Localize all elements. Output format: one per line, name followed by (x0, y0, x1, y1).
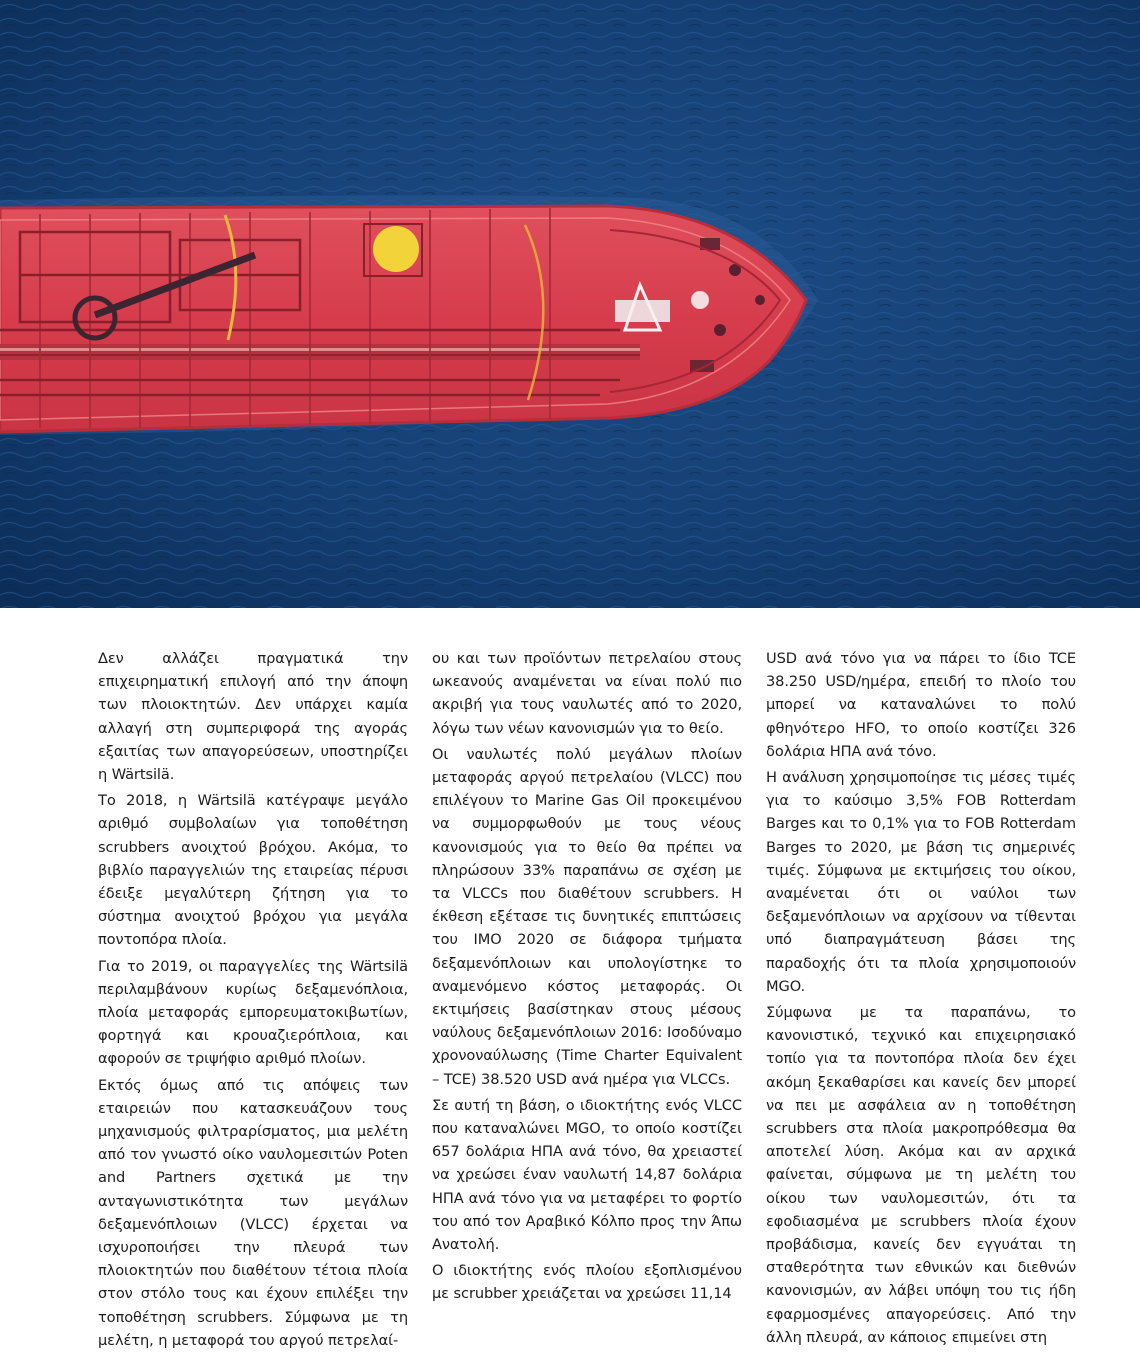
paragraph: Για το 2019, οι παραγγελίες της Wärtsilä περιλαμβάνουν κυρίως δεξαμενόπλοια, πλοία μεταφοράς εμπορευματοκιβωτίων, φορτηγά και κρουαζιερόπλοια, και αφορούν σε τριψήφιο αριθμό πλοίων. (98, 957, 408, 1068)
paragraph: Εκτός όμως από τις απόψεις των εταιρειών που κατασκευάζουν τους μηχανισμούς φιλτραρίσματος, μια μελέτη από τον γνωστό οίκο ναυλομεσιτών Poten and Partners σχετικά με την ανταγωνιστικότητα των μεγάλων δεξαμενόπλοιων (VLCC) έρχεται να ισχυροποιήσει την πλευρά των πλοιοκτητών που διαθέτουν τέτοια πλοία στον στόλο τους και έχουν επιλέξει την τοποθέτηση scrubbers. Σύμφωνα με τη μελέτη, η μεταφορά του αργού πετρελαί- (98, 1076, 408, 1349)
article-body (0, 647, 1140, 1349)
paragraph: ου και των προϊόντων πετρελαίου στους ωκεανούς αναμένεται να είναι πολύ πιο ακριβή για τους ναυλωτές από το 2020, λόγω των νέων κανονισμών για το θείο. (432, 650, 742, 737)
paragraph: Ο ιδιοκτήτης ενός πλοίου εξοπλισμένου με scrubber χρειάζεται να χρεώσει 11,14 (432, 1262, 742, 1303)
yellow-hatch (373, 226, 419, 272)
text-column-3 (766, 647, 1076, 1352)
paragraph: Η ανάλυση χρησιμοποίησε τις μέσες τιμές για το καύσιμο 3,5% FOB Rotterdam Barges και το 0,1% για το FOB Rotterdam Barges το 2020, με βάση τις σημερινές τιμές. Σύμφωνα με εκτιμήσεις του οίκου, αναμένεται ότι οι ναύλοι των δεξαμενόπλοιων να αρχίσουν να τίθενται υπό διαπραγμάτευση βάσει της παραδοχής ότι τα πλοία χρησιμοποιούν MGO. (766, 769, 1076, 995)
text-column-1 (98, 647, 408, 1355)
paragraph: Το 2018, η Wärtsilä κατέγραψε μεγάλο αριθμό συμβολαίων για τοποθέτηση scrubbers ανοιχτού βρόχου. Ακόμα, το βιβλίο παραγγελιών της εταιρείας πέρυσι έδειξε μεγαλύτερη ζήτηση για το σύστημα ανοιχτού βρόχου για μεγάλα ποντοπόρα πλοία. (98, 792, 408, 949)
paragraph: Σύμφωνα με τα παραπάνω, το κανονιστικό, τεχνικό και επιχειρησιακό τοπίο για τα ποντοπόρα πλοία δεν έχει ακόμη ξεκαθαρίσει και κανείς δεν μπορεί να πει με ασφάλεια αν η τοποθέτηση scrubbers στα πλοία μακροπρόθεσμα θα αποτελεί λύση. Ακόμα και αν αρχικά φαίνεται, σύμφωνα με τη μελέτη του οίκου των ναυλομεσιτών, ότι τα εφοδιασμένα με scrubbers πλοία έχουν προβάδισμα, κανείς δεν εγγυάται τη σταθερότητα των εθνικών και διεθνών κανονισμών, αν λάβει υπόψη του τις ήδη εφαρμοσμένες απαγορεύσεις. Από την άλλη πλευρά, αν κάποιος επιμείνει στη (766, 1004, 1076, 1346)
paragraph: Οι ναυλωτές πολύ μεγάλων πλοίων μεταφοράς αργού πετρελαίου (VLCC) που επιλέγουν το Marine Gas Oil προκειμένου να συμμορφωθούν με τους νέους κανονισμούς για το θείο θα πρέπει να πληρώσουν 33% παραπάνω σε σχέση με τα VLCCs που διαθέτουν scrubbers. Η έκθεση εξέτασε τις δυνητικές επιπτώσεις του IMO 2020 σε διάφορα τμήματα δεξαμενόπλοιων και υπολογίστηκε το αναμενόμενο κόστος μεταφοράς. Οι εκτιμήσεις βασίστηκαν στους μέσους ναύλους δεξαμενόπλοιων 2016: Ισοδύναμο χρονοναύλωσης (Time Charter Equivalent – TCE) 38.520 USD ανά ημέρα για VLCCs. (432, 745, 742, 1088)
tanker-ship-aerial-photo (0, 0, 1140, 608)
paragraph: USD ανά τόνο για να πάρει το ίδιο TCE 38.250 USD/ημέρα, επειδή το πλοίο του μπορεί να καταναλώνει το πολύ φθηνότερο HFO, το οποίο κοστίζει 326 δολάρια ΗΠΑ ανά τόνο. (766, 650, 1076, 760)
paragraph: Δεν αλλάζει πραγματικά την επιχειρηματική επιλογή από την άποψη των πλοιοκτητών. Δεν υπάρχει καμία αλλαγή στη συμπεριφορά της αγοράς εξαιτίας των απαγορεύσεων, υποστηρίζει η Wärtsilä. (98, 650, 408, 784)
paragraph: Σε αυτή τη βάση, ο ιδιοκτήτης ενός VLCC που καταναλώνει MGO, το οποίο κοστίζει 657 δολάρια ΗΠΑ ανά τόνο, θα χρειαστεί να χρεώσει έναν ναυλωτή 14,87 δολάρια ΗΠΑ ανά τόνο για να μεταφέρει το φορτίο του από τον Αραβικό Κόλπο προς την Άπω Ανατολή. (432, 1096, 742, 1254)
text-column-2 (432, 647, 742, 1309)
